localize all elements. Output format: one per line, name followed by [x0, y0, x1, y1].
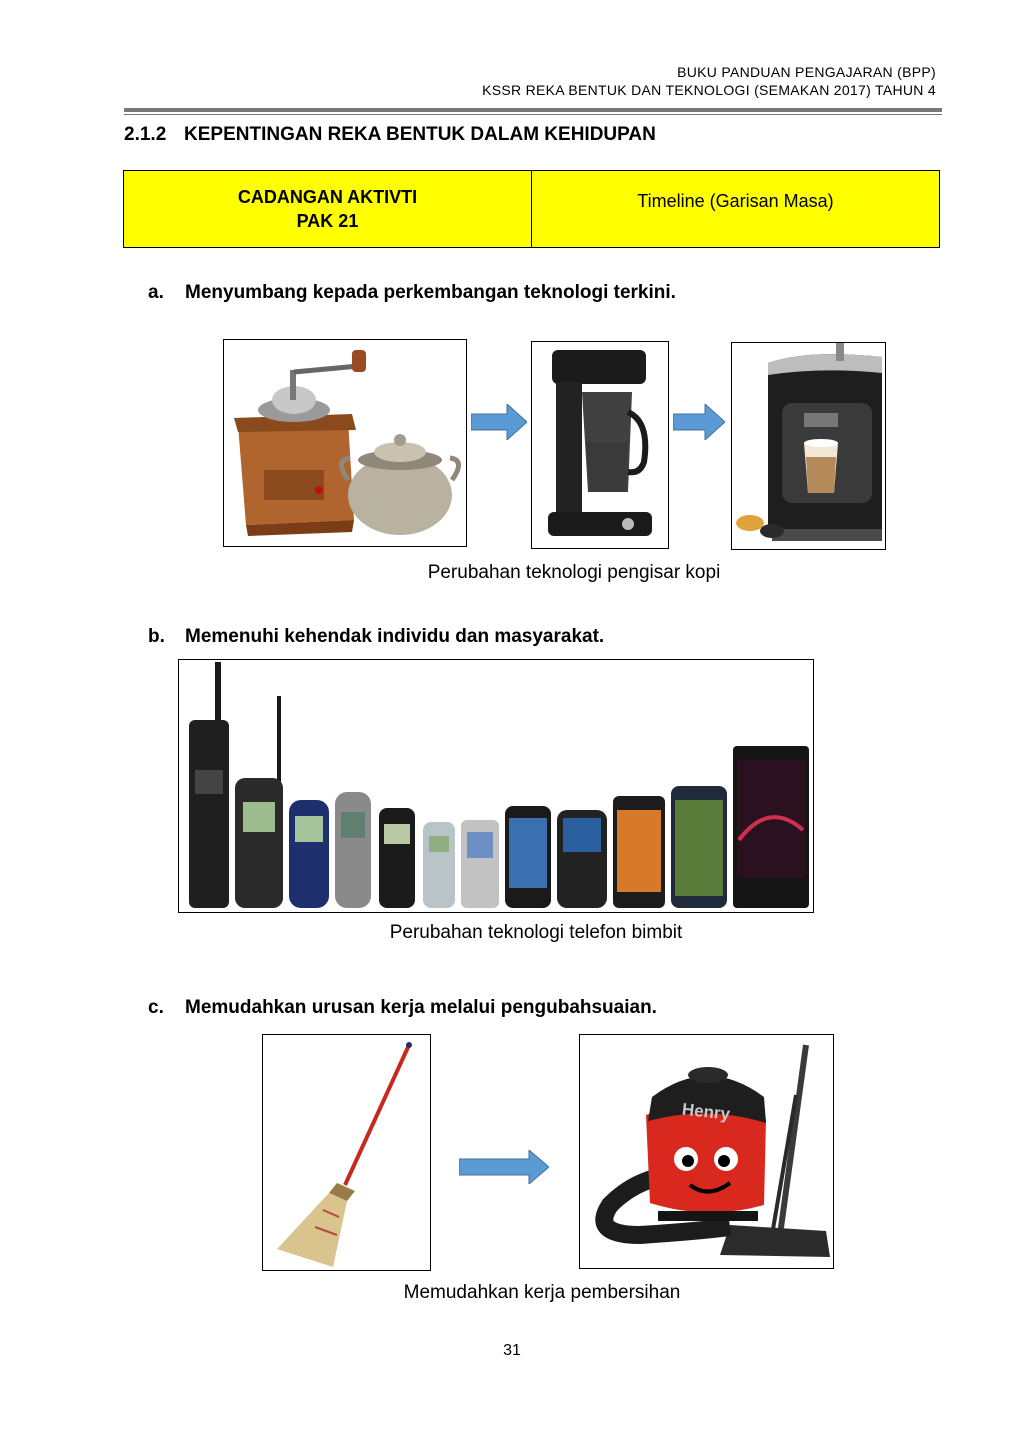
point-c-letter: c.: [148, 997, 164, 1018]
coffee-maker-image: [531, 341, 669, 549]
header-line-2: KSSR REKA BENTUK DAN TEKNOLOGI (SEMAKAN 2017) TAHUN 4: [482, 82, 936, 98]
activity-box: [123, 170, 940, 248]
point-c-text: Memudahkan urusan kerja melalui pengubahsuaian.: [185, 997, 657, 1018]
activity-value: Timeline (Garisan Masa): [637, 191, 834, 211]
activity-label-line1: CADANGAN AKTIVTI: [237, 187, 418, 207]
arrow-right-icon: [459, 1150, 549, 1184]
caption-vacuum: Memudahkan kerja pembersihan: [403, 1282, 681, 1303]
capsule-coffee-machine-image: [731, 342, 886, 550]
caption-coffee: Perubahan teknologi pengisar kopi: [427, 562, 721, 583]
vacuum-brand-label: Henry: [681, 1099, 731, 1124]
point-a: [148, 282, 676, 304]
caption-phones: Perubahan teknologi telefon bimbit: [389, 922, 683, 943]
section-number: 2.1.2: [124, 124, 167, 145]
page-number: 31: [503, 1342, 521, 1359]
section-title: [124, 124, 656, 146]
section-title-text: KEPENTINGAN REKA BENTUK DALAM KEHIDUPAN: [184, 124, 656, 145]
point-a-letter: a.: [148, 282, 164, 303]
point-b: [148, 626, 604, 648]
vacuum-cleaner-image: [579, 1034, 834, 1269]
point-c: [148, 997, 657, 1019]
coffee-grinder-image: [223, 339, 467, 547]
broom-image: [262, 1034, 431, 1271]
point-a-text: Menyumbang kepada perkembangan teknologi terkini.: [185, 282, 676, 303]
point-b-letter: b.: [148, 626, 165, 647]
header-line-1: BUKU PANDUAN PENGAJARAN (BPP): [677, 64, 936, 80]
mobile-phones-image: [178, 659, 814, 913]
header-rule: [124, 108, 942, 112]
arrow-right-icon: [673, 404, 725, 440]
arrow-right-icon: [471, 404, 527, 440]
header-rule-thin: [124, 114, 942, 115]
activity-label-line2: PAK 21: [296, 211, 359, 231]
point-b-text: Memenuhi kehendak individu dan masyarakat.: [185, 626, 605, 647]
activity-label: [124, 171, 532, 247]
